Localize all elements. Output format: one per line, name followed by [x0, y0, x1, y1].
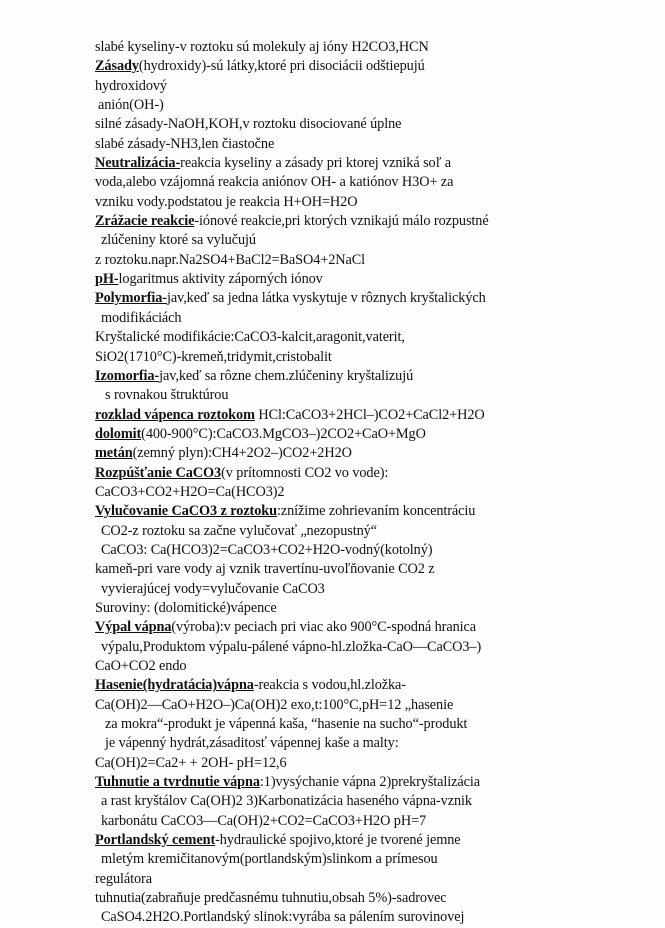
term-heading: Výpal vápna: [95, 619, 172, 636]
text-line: [95, 425, 615, 444]
text-line: [95, 850, 615, 869]
text-line: [95, 444, 615, 463]
text-line: [95, 715, 615, 734]
line-text: výpalu,Produktom výpalu-pálené vápno-hl.zložka-CaO—CaCO3–): [101, 638, 482, 655]
text-line: [95, 754, 615, 773]
text-line: [95, 135, 615, 154]
line-text: CaCO3: Ca(HCO3)2=CaCO3+CO2+H2O-vodný(kotolný): [101, 541, 433, 558]
line-text: :1)vysýchanie vápna 2)prekryštalizácia: [259, 774, 481, 791]
line-text: tuhnutia(zabraňuje predčasnému tuhnutiu,obsah 5%)-sadrovec: [95, 890, 447, 907]
line-text: slabé kyseliny-v roztoku sú molekuly aj ióny H2CO3,HCN: [95, 39, 429, 55]
line-text: (hydroxidy)-sú látky,ktoré pri disociácii odštiepujú: [138, 58, 425, 75]
line-text: Ca(OH)2—CaO+H2O–)Ca(OH)2 exo,t:100°C,pH=12 „hasenie: [95, 696, 454, 713]
term-heading: pH-: [95, 271, 119, 288]
line-text: Suroviny: (dolomitické)vápence: [95, 599, 277, 616]
line-text: Kryštalické modifikácie:CaCO3-kalcit,aragonit,vaterit,: [95, 329, 405, 346]
line-text: (výroba):v peciach pri viac ako 900°C-spodná hranica: [171, 619, 476, 636]
text-line: [95, 870, 615, 889]
line-text: SiO2(1710°C)-kremeň,tridymit,cristobalit: [95, 348, 332, 365]
text-line: [95, 154, 615, 173]
text-line: [95, 792, 615, 811]
line-text: reakcia kyseliny a zásady pri ktorej vzniká soľ a: [180, 155, 452, 172]
text-line: [95, 580, 615, 599]
text-line: [95, 831, 615, 850]
text-line: [95, 328, 615, 347]
line-text: :znížime zohrievaním koncentráciu: [276, 503, 476, 520]
text-line: [95, 270, 615, 289]
line-text: s rovnakou štruktúrou: [105, 387, 229, 404]
text-line: [95, 734, 615, 753]
line-text: (zemný plyn):CH4+2O2–)CO2+2H2O: [132, 445, 352, 462]
text-line: [95, 348, 615, 367]
text-line: [95, 464, 615, 483]
line-text: -hydraulické spojivo,ktoré je tvorené jemne: [215, 832, 461, 849]
text-line: [95, 773, 615, 792]
text-line: [95, 231, 615, 250]
line-text: mletým kremičitanovým(portlandským)slinkom a prímesou: [101, 851, 438, 868]
line-text: CaO+CO2 endo: [95, 658, 187, 674]
line-text: Ca(OH)2=Ca2+ + 2OH- pH=12,6: [95, 754, 287, 771]
text-line: [95, 173, 615, 192]
line-text: -iónové reakcie,pri ktorých vznikajú málo rozpustné: [194, 213, 489, 230]
line-text: hydroxidový: [95, 77, 167, 94]
text-line: [95, 406, 615, 425]
line-text: modifikáciách: [101, 309, 182, 326]
text-line: [95, 696, 615, 715]
line-text: (v prítomnosti CO2 vo vode):: [221, 464, 389, 481]
term-heading: rozklad vápenca roztokom: [95, 406, 255, 423]
text-line: [95, 638, 615, 657]
text-line: [95, 77, 615, 96]
text-line: [95, 96, 615, 115]
line-text: za mokra“-produkt je vápenná kaša, “hasenie na sucho“-produkt: [105, 716, 468, 733]
text-line: [95, 251, 615, 270]
line-text: a rast kryštálov Ca(OH)2 3)Karbonatizácia haseného vápna-vznik: [101, 793, 472, 810]
line-text: vyvierajúcej vody=vylučovanie CaCO3: [101, 580, 325, 597]
text-line: [95, 289, 615, 308]
text-line: [95, 367, 615, 386]
text-line: [95, 812, 615, 831]
text-line: [95, 483, 615, 502]
text-line: [95, 115, 615, 134]
text-line: [95, 38, 615, 57]
text-line: [95, 889, 615, 908]
line-text: CaCO3+CO2+H2O=Ca(HCO3)2: [95, 483, 285, 500]
term-heading: Hasenie(hydratácia)vápna: [95, 677, 254, 694]
term-heading: Rozpúšťanie CaCO3: [95, 464, 222, 481]
text-line: [95, 599, 615, 618]
term-heading: Portlandský cement: [95, 832, 216, 849]
text-line: [95, 386, 615, 405]
line-text: kameň-pri vare vody aj vznik travertínu-uvoľňovanie CO2 z: [95, 561, 435, 578]
line-text: je vápenný hydrát,zásaditosť vápennej kaše a malty:: [105, 735, 399, 752]
text-line: [95, 522, 615, 541]
text-line: [95, 676, 615, 695]
line-text: CO2-z roztoku sa začne vylučovať „nezopustný“: [101, 522, 377, 539]
term-heading: Neutralizácia-: [95, 155, 181, 172]
text-line: [95, 560, 615, 579]
line-text: zlúčeniny ktoré sa vylučujú: [101, 232, 256, 249]
line-text: vzniku vody.podstatou je reakcia H+OH=H2O: [95, 193, 358, 210]
term-heading: Polymorfia-: [95, 290, 167, 307]
line-text: anión(OH-): [98, 97, 164, 114]
text-line: [95, 502, 615, 521]
text-line: [95, 57, 615, 76]
term-heading: Tuhnutie a tvrdnutie vápna: [95, 774, 260, 791]
line-text: -reakcia s vodou,hl.zložka-: [253, 677, 406, 694]
term-heading: Izomorfia-: [95, 367, 160, 384]
line-text: z roztoku.napr.Na2SO4+BaCl2=BaSO4+2NaCl: [95, 251, 366, 268]
term-heading: metán: [95, 445, 133, 462]
line-text: slabé zásady-NH3,len čiastočne: [95, 135, 275, 152]
document-body: [95, 38, 615, 928]
line-text: jav,keď sa rôzne chem.zlúčeniny kryštalizujú: [159, 367, 414, 384]
term-heading: Zásady: [95, 58, 139, 75]
line-text: karbonátu CaCO3—Ca(OH)2+CO2=CaCO3+H2O pH=7: [101, 812, 427, 829]
line-text: (400-900°C):CaCO3.MgCO3–)2CO2+CaO+MgO: [141, 425, 426, 442]
text-line: [95, 309, 615, 328]
text-line: [95, 908, 615, 927]
line-text: voda,alebo vzájomná reakcia aniónov OH- a katiónov H3O+ za: [95, 174, 454, 191]
text-line: [95, 212, 615, 231]
term-heading: Vylučovanie CaCO3 z roztoku: [95, 503, 277, 520]
line-text: HCl:CaCO3+2HCl–)CO2+CaCl2+H2O: [254, 406, 485, 423]
line-text: silné zásady-NaOH,KOH,v roztoku disociované úplne: [95, 116, 402, 133]
line-text: CaSO4.2H2O.Portlandský slinok:vyrába sa pálením surovinovej: [101, 909, 465, 926]
line-text: regulátora: [95, 870, 152, 887]
text-line: [95, 618, 615, 637]
text-line: [95, 193, 615, 212]
term-heading: Zrážacie reakcie: [95, 213, 195, 230]
text-line: [95, 541, 615, 560]
text-line: [95, 657, 615, 676]
term-heading: dolomit: [95, 425, 142, 442]
line-text: jav,keď sa jedna látka vyskytuje v rôznych kryštalických: [166, 290, 486, 307]
line-text: logaritmus aktivity záporných iónov: [118, 271, 323, 288]
